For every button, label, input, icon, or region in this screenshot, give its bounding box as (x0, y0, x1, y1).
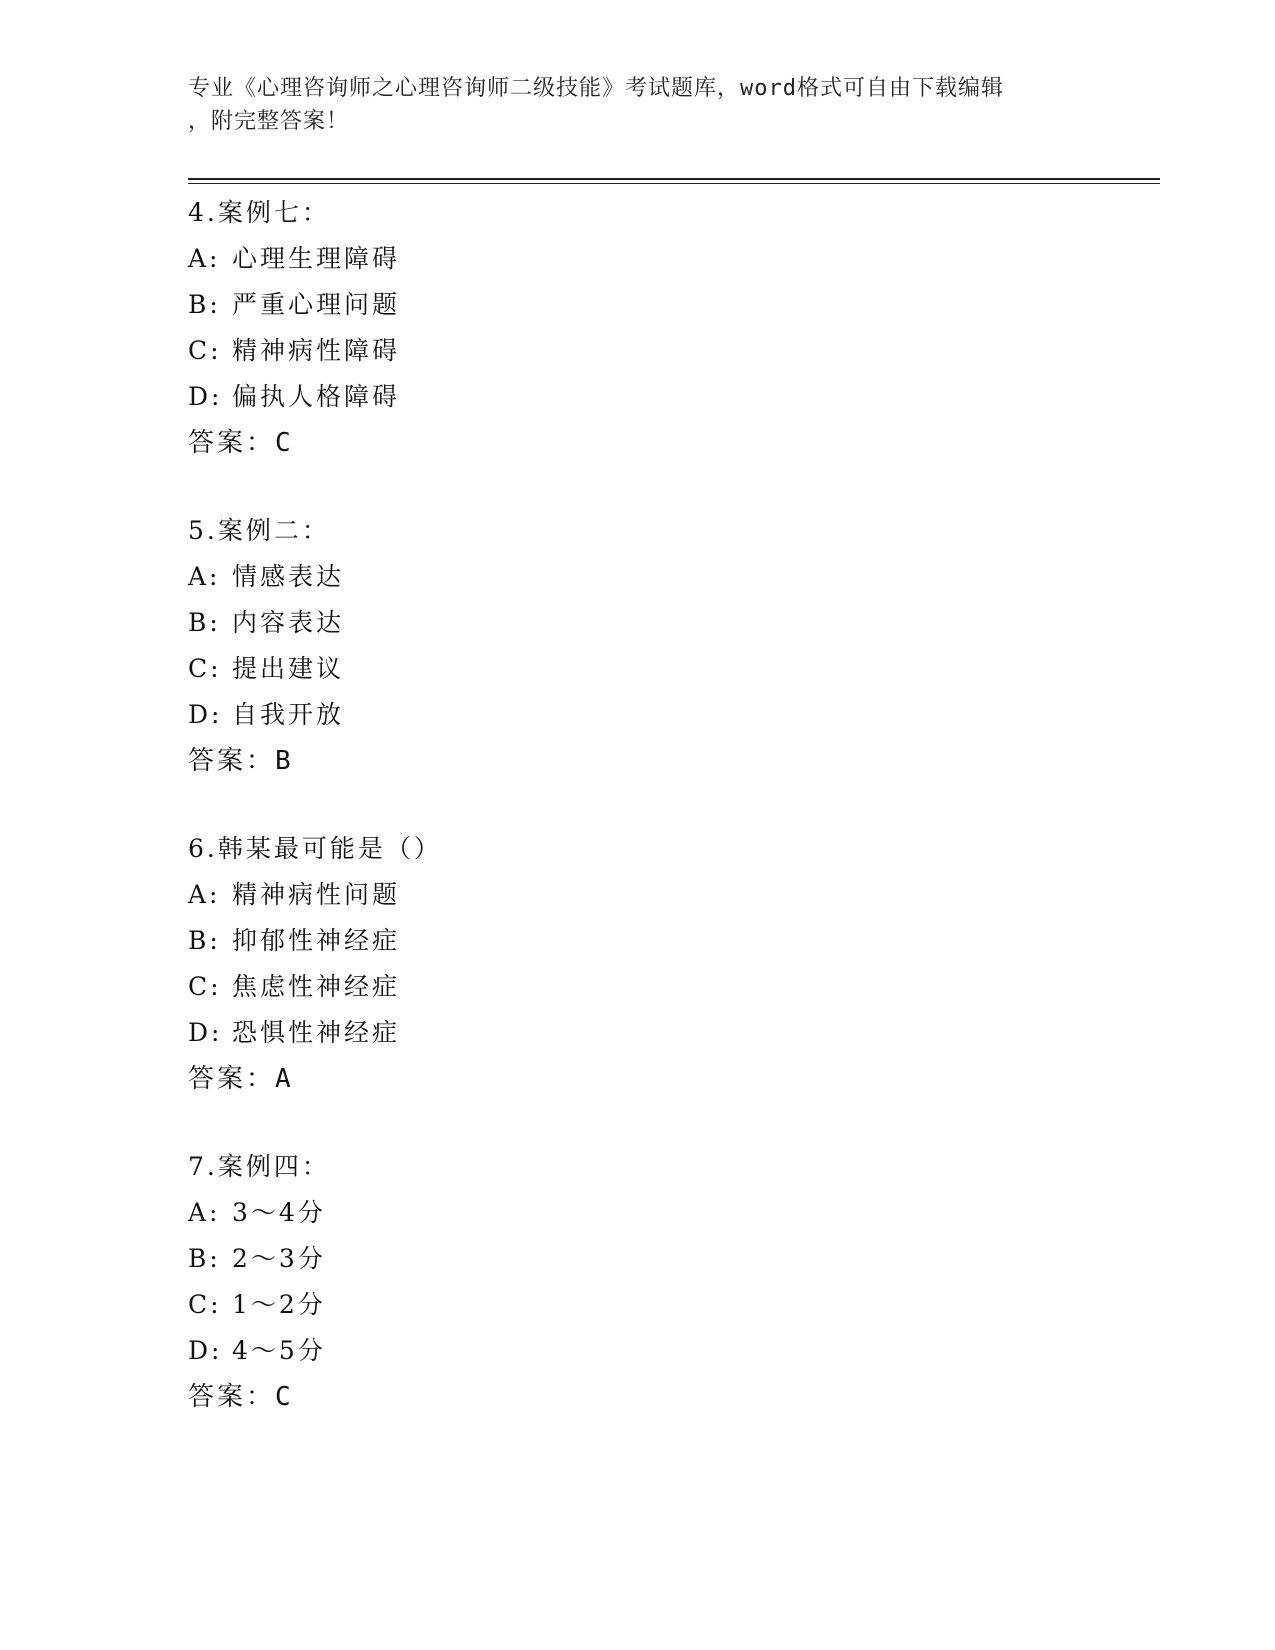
option-c (188, 1282, 1148, 1328)
question-5 (188, 508, 1148, 784)
option-a (188, 872, 1148, 918)
answer-line (188, 1056, 1148, 1102)
option-a (188, 1190, 1148, 1236)
option-b (188, 600, 1148, 646)
question-4 (188, 190, 1148, 466)
question-title: 5.案例二： (188, 516, 330, 545)
answer-label: 答案： (188, 1064, 276, 1094)
option-letter: C: (188, 654, 222, 683)
option-letter: D: (188, 382, 223, 411)
question-6 (188, 826, 1148, 1102)
option-letter: B: (188, 608, 221, 637)
option-letter: A: (188, 244, 221, 273)
option-text: 严重心理问题 (232, 290, 401, 319)
option-b (188, 282, 1148, 328)
option-a (188, 554, 1148, 600)
option-b (188, 1236, 1148, 1282)
option-text: 恐惧性神经症 (232, 1018, 401, 1047)
option-text: 提出建议 (232, 654, 345, 683)
question-title: 6.韩某最可能是（） (188, 834, 442, 863)
option-text: 内容表达 (232, 608, 345, 637)
header-divider-thick (188, 178, 1160, 180)
option-text: 焦虑性神经症 (232, 972, 401, 1001)
option-letter: D: (188, 1336, 223, 1365)
answer-value: C (275, 1382, 294, 1412)
header-divider-thin (188, 183, 1160, 184)
option-letter: B: (188, 926, 221, 955)
option-d (188, 374, 1148, 420)
option-text: 2～3分 (232, 1244, 326, 1273)
answer-label: 答案： (188, 428, 276, 458)
option-letter: C: (188, 972, 222, 1001)
option-letter: D: (188, 700, 223, 729)
header-line-1: 专业《心理咨询师之心理咨询师二级技能》考试题库，word格式可自由下载编辑 (188, 76, 1004, 101)
option-letter: C: (188, 336, 222, 365)
option-text: 自我开放 (232, 700, 345, 729)
answer-label: 答案： (188, 1382, 276, 1412)
answer-value: C (275, 428, 294, 458)
option-text: 心理生理障碍 (232, 244, 401, 273)
option-d (188, 1328, 1148, 1374)
document-header (188, 72, 1088, 138)
option-a (188, 236, 1148, 282)
question-list (188, 190, 1148, 1462)
answer-value: A (275, 1064, 294, 1094)
answer-line (188, 738, 1148, 784)
option-text: 偏执人格障碍 (232, 382, 401, 411)
answer-line (188, 1374, 1148, 1420)
option-c (188, 328, 1148, 374)
option-text: 抑郁性神经症 (232, 926, 401, 955)
option-c (188, 964, 1148, 1010)
option-letter: B: (188, 1244, 221, 1273)
option-letter: B: (188, 290, 221, 319)
option-c (188, 646, 1148, 692)
option-b (188, 918, 1148, 964)
option-text: 情感表达 (232, 562, 345, 591)
answer-value: B (275, 746, 294, 776)
option-letter: D: (188, 1018, 223, 1047)
option-text: 精神病性问题 (232, 880, 401, 909)
option-text: 3～4分 (232, 1198, 326, 1227)
question-title: 4.案例七： (188, 198, 330, 227)
option-letter: A: (188, 562, 221, 591)
option-letter: A: (188, 1198, 221, 1227)
option-d (188, 692, 1148, 738)
answer-line (188, 420, 1148, 466)
question-title: 7.案例四： (188, 1152, 330, 1181)
option-text: 4～5分 (232, 1336, 326, 1365)
option-d (188, 1010, 1148, 1056)
option-letter: C: (188, 1290, 222, 1319)
option-text: 1～2分 (232, 1290, 326, 1319)
option-text: 精神病性障碍 (232, 336, 401, 365)
question-7 (188, 1144, 1148, 1420)
answer-label: 答案： (188, 746, 276, 776)
header-line-2: ，附完整答案！ (188, 109, 350, 134)
option-letter: A: (188, 880, 221, 909)
